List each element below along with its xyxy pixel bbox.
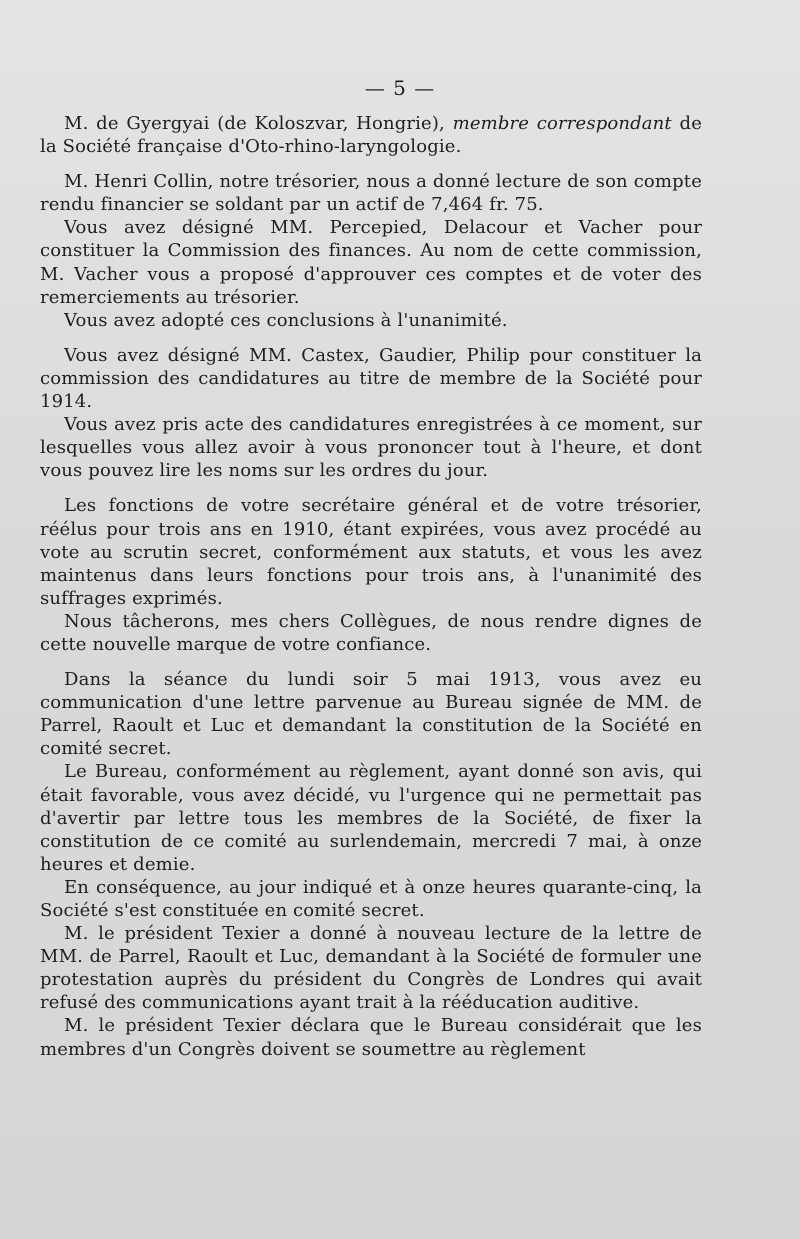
paragraph: Vous avez désigné MM. Castex, Gaudier, Philip pour constituer la commission des candidatures au titre de membre de la Société pour 1914.: [40, 344, 702, 413]
paragraph: [40, 112, 702, 158]
paragraph: Les fonctions de votre secrétaire général et de votre trésorier, réélus pour trois ans en 1910, étant expirées, vous avez procédé au vote au scrutin secret, conformément aux statuts, et vous les avez maintenus dans leurs fonctions pour trois ans, à l'unanimité des suffrages exprimés.: [40, 495, 702, 609]
paragraph: M. le président Texier a donné à nouveau lecture de la lettre de MM. de Parrel, Raoult et Luc, demandant à la Société de formuler une protestation auprès du président du Congrès de Londres qui avait refusé des communications ayant trait à la rééducation auditive.: [40, 923, 702, 1014]
paragraph-emphasis: membre correspondant: [452, 113, 672, 134]
paragraph-text: de la Société française d'Oto-rhino-laryngologie.: [40, 113, 702, 158]
page-number: — 5 —: [364, 76, 436, 100]
paragraph: Vous avez adopté ces conclusions à l'unanimité.: [64, 309, 508, 331]
paragraph: Nous tâcherons, mes chers Collègues, de nous rendre dignes de cette nouvelle marque de votre confiance.: [40, 610, 702, 655]
paragraph: M. Henri Collin, notre trésorier, nous a donné lecture de son compte rendu financier se soldant par un actif de 7,464 fr. 75.: [40, 171, 702, 216]
paragraph: M. le président Texier déclara que le Bureau considérait que les membres d'un Congrès doivent se soumettre au règlement: [40, 1015, 702, 1060]
paragraph: Le Bureau, conformément au règlement, ayant donné son avis, qui était favorable, vous avez décidé, vu l'urgence qui ne permettait pas d'avertir par lettre tous les membres de la Société, de fixer la constitution de ce comité au surlendemain, mercredi 7 mai, à onze heures et demie.: [40, 761, 702, 875]
page-body: [40, 112, 702, 1061]
paragraph: Vous avez pris acte des candidatures enregistrées à ce moment, sur lesquelles vous allez avoir à vous prononcer tout à l'heure, et dont vous pouvez lire les noms sur les ordres du jour.: [40, 414, 702, 482]
paragraph: En conséquence, au jour indiqué et à onze heures quarante-cinq, la Société s'est constituée en comité secret.: [40, 876, 702, 921]
paragraph-text: M. de Gyergyai (de Koloszvar, Hongrie),: [64, 113, 453, 134]
paragraph: Dans la séance du lundi soir 5 mai 1913, vous avez eu communication d'une lettre parvenue au Bureau signée de MM. de Parrel, Raoult et Luc et demandant la constitution de la Société en comité secret.: [40, 669, 702, 760]
paragraph: Vous avez désigné MM. Percepied, Delacour et Vacher pour constituer la Commission des finances. Au nom de cette commission, M. Vacher vous a proposé d'approuver ces comptes et de voter des remerciements au trésorier.: [40, 217, 702, 308]
